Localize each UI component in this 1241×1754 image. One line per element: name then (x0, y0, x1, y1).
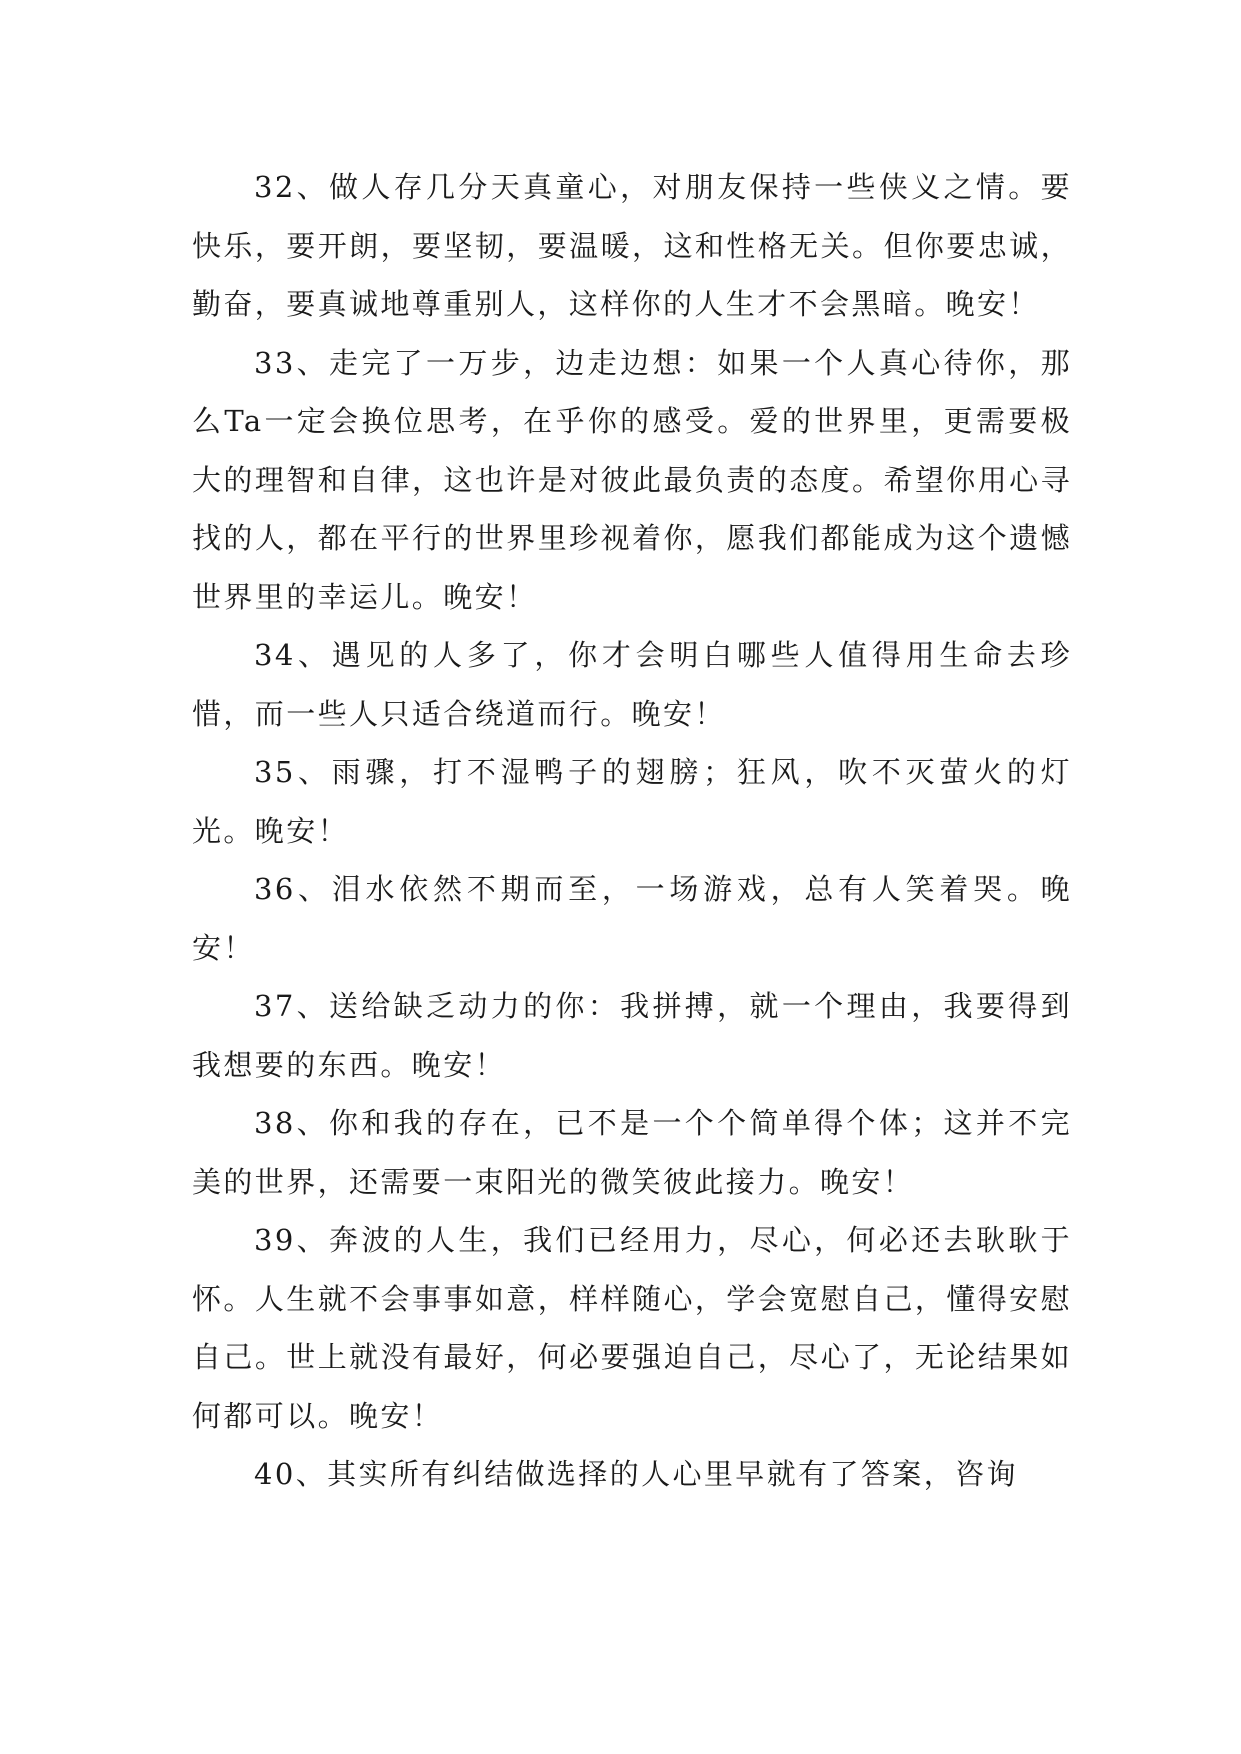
paragraph-37: 37、送给缺乏动力的你：我拼搏，就一个理由，我要得到我想要的东西。晚安！ (192, 989, 1072, 1082)
paragraph-32: 32、做人存几分天真童心，对朋友保持一些侠义之情。要快乐，要开朗，要坚韧，要温暖，这和性格无关。但你要忠诚，勤奋，要真诚地尊重别人，这样你的人生才不会黑暗。晚安！ (192, 170, 1072, 321)
paragraph-35: 35、雨骤，打不湿鸭子的翅膀；狂风，吹不灭萤火的灯光。晚安！ (192, 755, 1072, 848)
paragraph-34: 34、遇见的人多了，你才会明白哪些人值得用生命去珍惜，而一些人只适合绕道而行。晚安！ (192, 638, 1072, 731)
paragraph-39: 39、奔波的人生，我们已经用力，尽心，何必还去耿耿于怀。人生就不会事事如意，样样随心，学会宽慰自己，懂得安慰自己。世上就没有最好，何必要强迫自己，尽心了，无论结果如何都可以。晚安！ (192, 1223, 1072, 1433)
paragraph-36: 36、泪水依然不期而至，一场游戏，总有人笑着哭。晚安！ (192, 872, 1072, 965)
paragraph-40: 40、其实所有纠结做选择的人心里早就有了答案，咨询 (254, 1457, 1018, 1491)
paragraph-38: 38、你和我的存在，已不是一个个简单得个体；这并不完美的世界，还需要一束阳光的微笑彼此接力。晚安！ (192, 1106, 1072, 1199)
document-body (192, 158, 1072, 1504)
paragraph-33: 33、走完了一万步，边走边想：如果一个人真心待你，那么Ta一定会换位思考，在乎你的感受。爱的世界里，更需要极大的理智和自律，这也许是对彼此最负责的态度。希望你用心寻找的人，都在平行的世界里珍视着你，愿我们都能成为这个遗憾世界里的幸运儿。晚安！ (192, 345, 1072, 614)
